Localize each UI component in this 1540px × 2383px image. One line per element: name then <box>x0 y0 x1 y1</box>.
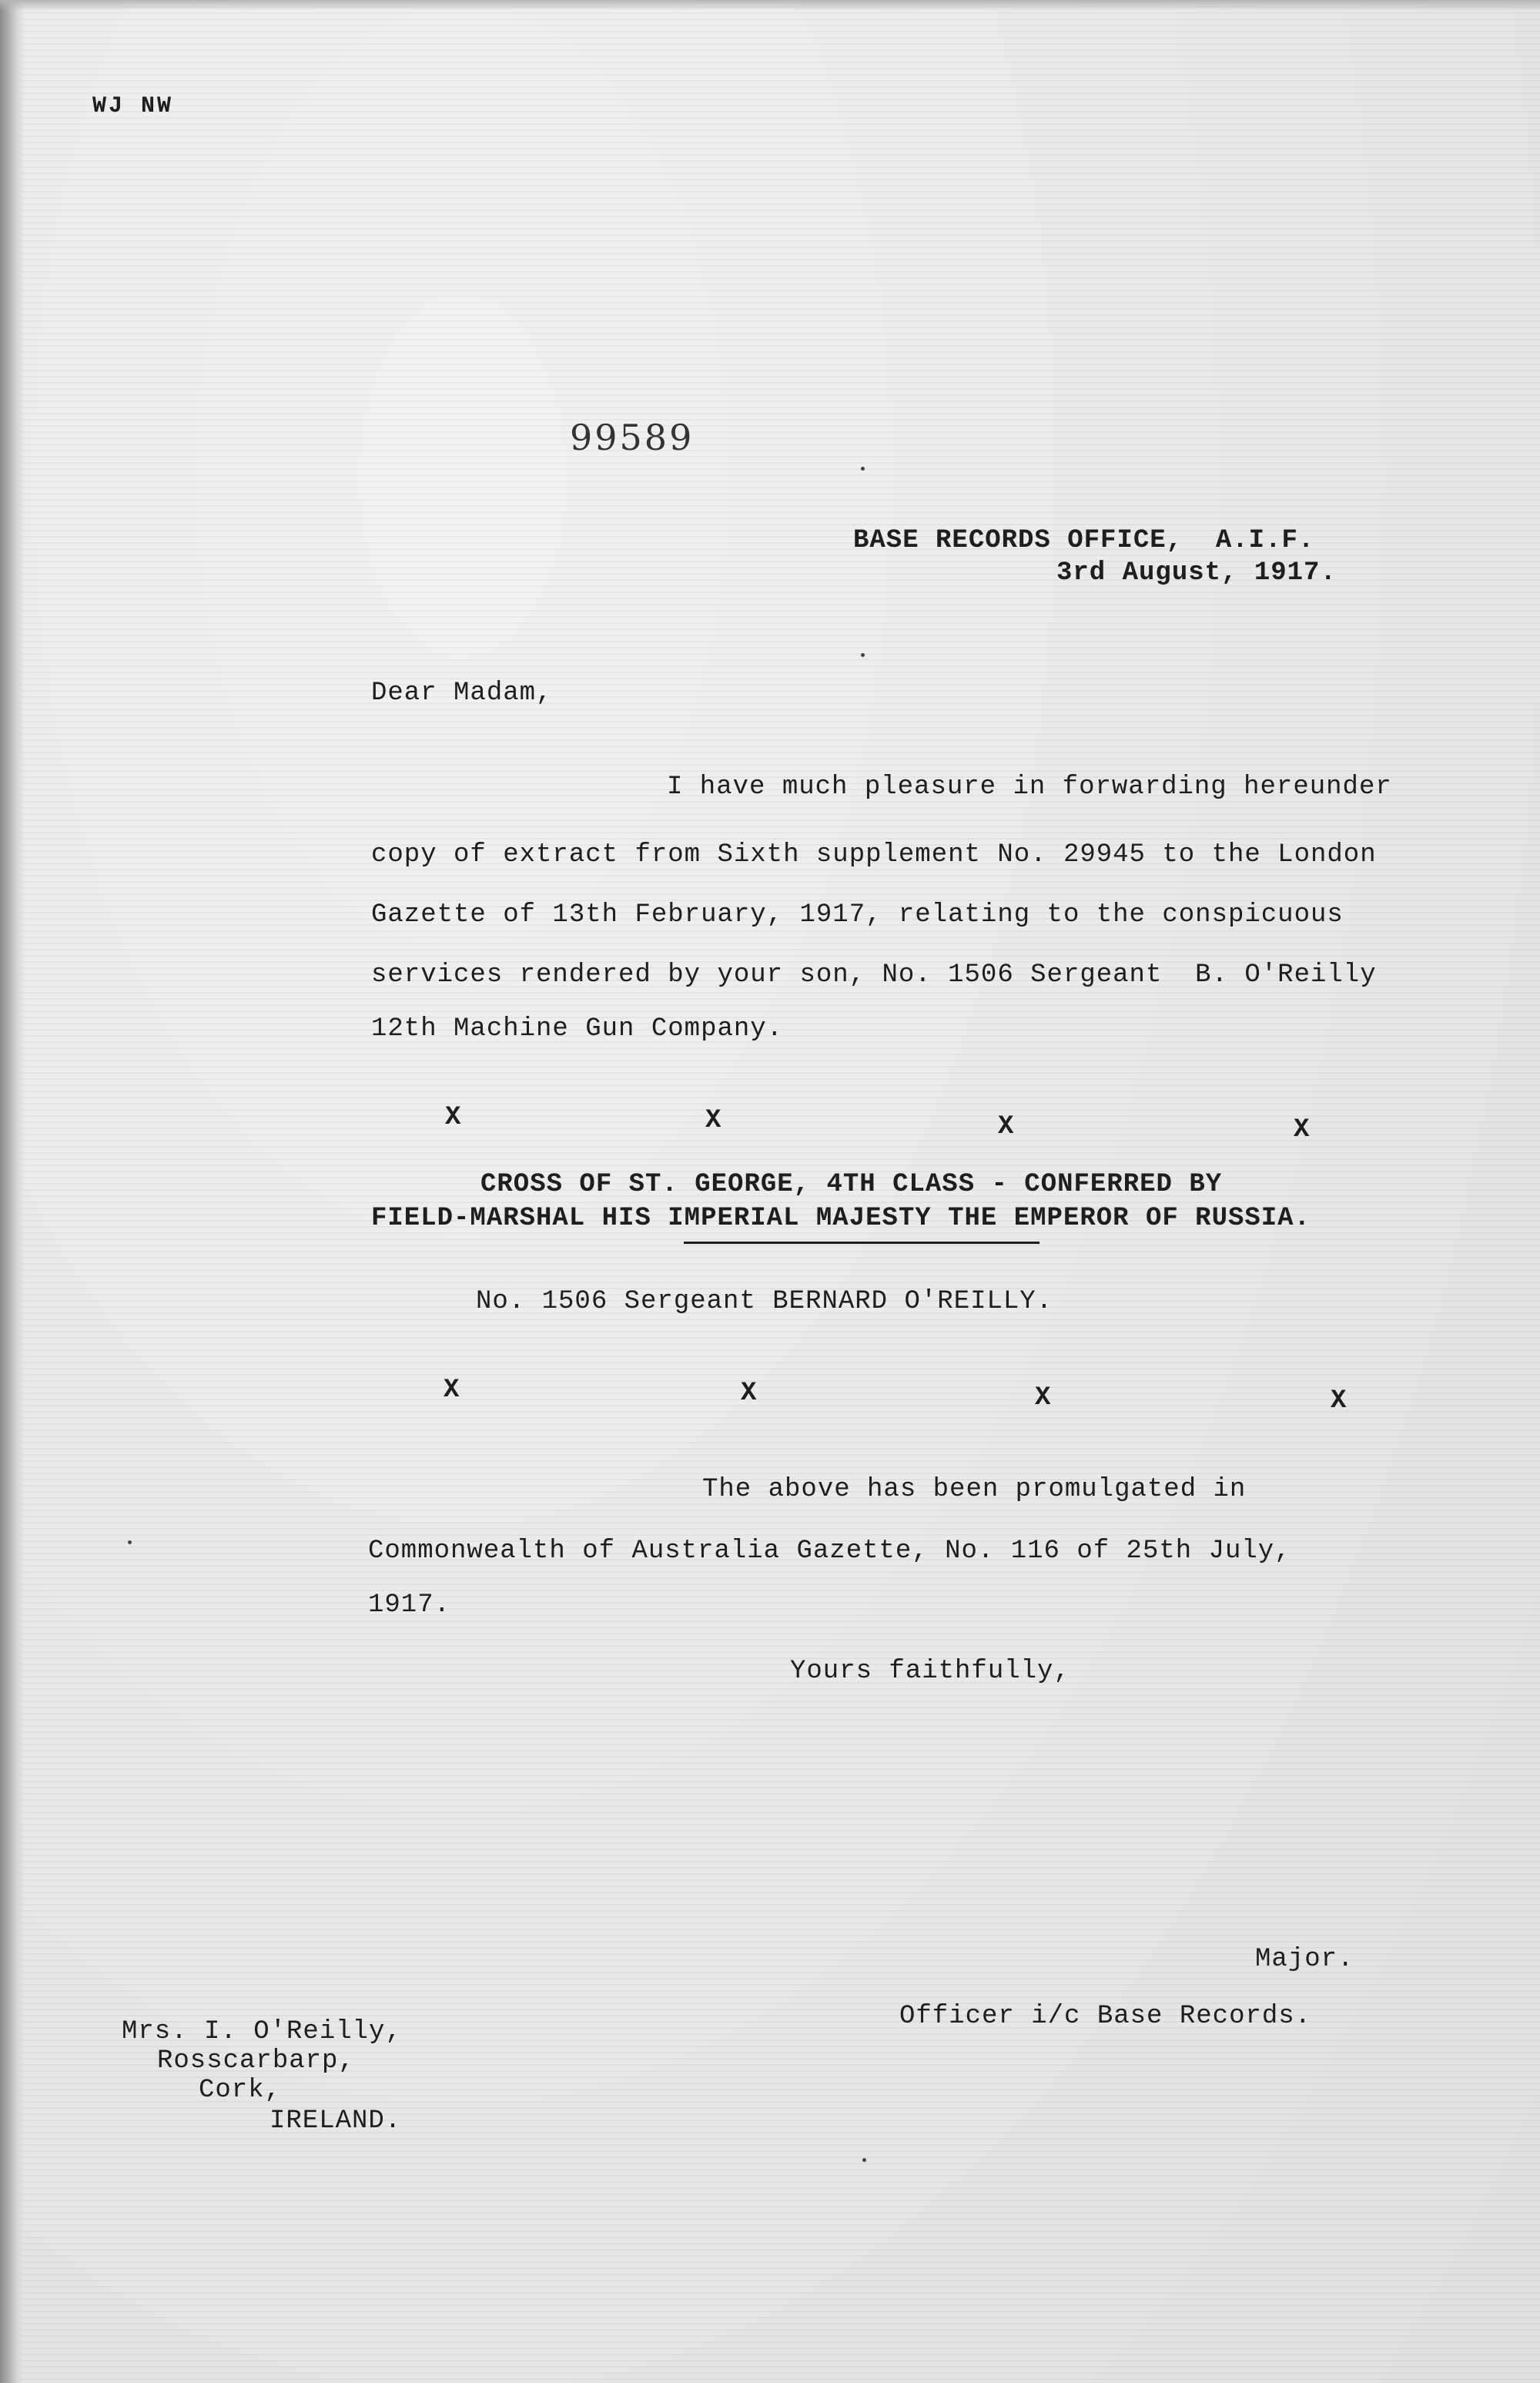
addressee-line: Mrs. I. O'Reilly, <box>122 2017 402 2046</box>
separator-row <box>0 1101 1540 1145</box>
addressee-line: Rosscarbarp, <box>157 2046 355 2076</box>
separator-mark: X <box>741 1379 757 1408</box>
signature-title: Officer i/c Base Records. <box>899 2002 1312 2031</box>
separator-mark: X <box>444 1376 460 1405</box>
body-line: 12th Machine Gun Company. <box>371 1014 784 1044</box>
separator-row <box>0 1376 1540 1416</box>
closing: Yours faithfully, <box>790 1657 1070 1686</box>
document-number: 99589 <box>570 417 695 458</box>
promulgation-line: Commonwealth of Australia Gazette, No. 116 of 25th July, <box>368 1537 1291 1566</box>
scan-speck <box>862 2158 866 2162</box>
corner-reference-stamp: WJ NW <box>92 93 174 119</box>
separator-mark: X <box>1331 1386 1347 1416</box>
promulgation-line: 1917. <box>368 1590 451 1620</box>
promulgation-line: The above has been promulgated in <box>702 1475 1247 1504</box>
signature-rank: Major. <box>1255 1945 1354 1974</box>
award-title-line: CROSS OF ST. GEORGE, 4TH CLASS - CONFERRED BY <box>480 1170 1223 1199</box>
page-edge-shadow <box>0 0 25 2383</box>
award-underline <box>684 1242 1040 1244</box>
salutation: Dear Madam, <box>371 679 553 708</box>
separator-mark: X <box>998 1112 1014 1141</box>
scan-speck <box>128 1540 132 1544</box>
addressee-line: Cork, <box>199 2076 282 2105</box>
body-line: Gazette of 13th February, 1917, relating to the conspicuous <box>371 900 1344 930</box>
scan-speck <box>861 653 865 657</box>
separator-mark: X <box>445 1103 461 1132</box>
award-title-line: FIELD-MARSHAL HIS IMPERIAL MAJESTY THE EMPEROR OF RUSSIA. <box>371 1204 1311 1233</box>
body-line: services rendered by your son, No. 1506 Sergeant B. O'Reilly <box>371 960 1377 990</box>
scan-speck <box>861 467 865 471</box>
letter-date: 3rd August, 1917. <box>1056 558 1337 588</box>
body-line: copy of extract from Sixth supplement No. 29945 to the London <box>371 840 1377 870</box>
recipient-line: No. 1506 Sergeant BERNARD O'REILLY. <box>476 1287 1053 1316</box>
separator-mark: X <box>1294 1115 1310 1145</box>
addressee-line: IRELAND. <box>270 2106 402 2136</box>
page-top-shadow <box>0 0 1540 11</box>
body-line: I have much pleasure in forwarding hereunder <box>667 773 1392 802</box>
separator-mark: X <box>1035 1383 1051 1413</box>
separator-mark: X <box>705 1106 721 1135</box>
office-heading: BASE RECORDS OFFICE, A.I.F. <box>853 526 1315 555</box>
